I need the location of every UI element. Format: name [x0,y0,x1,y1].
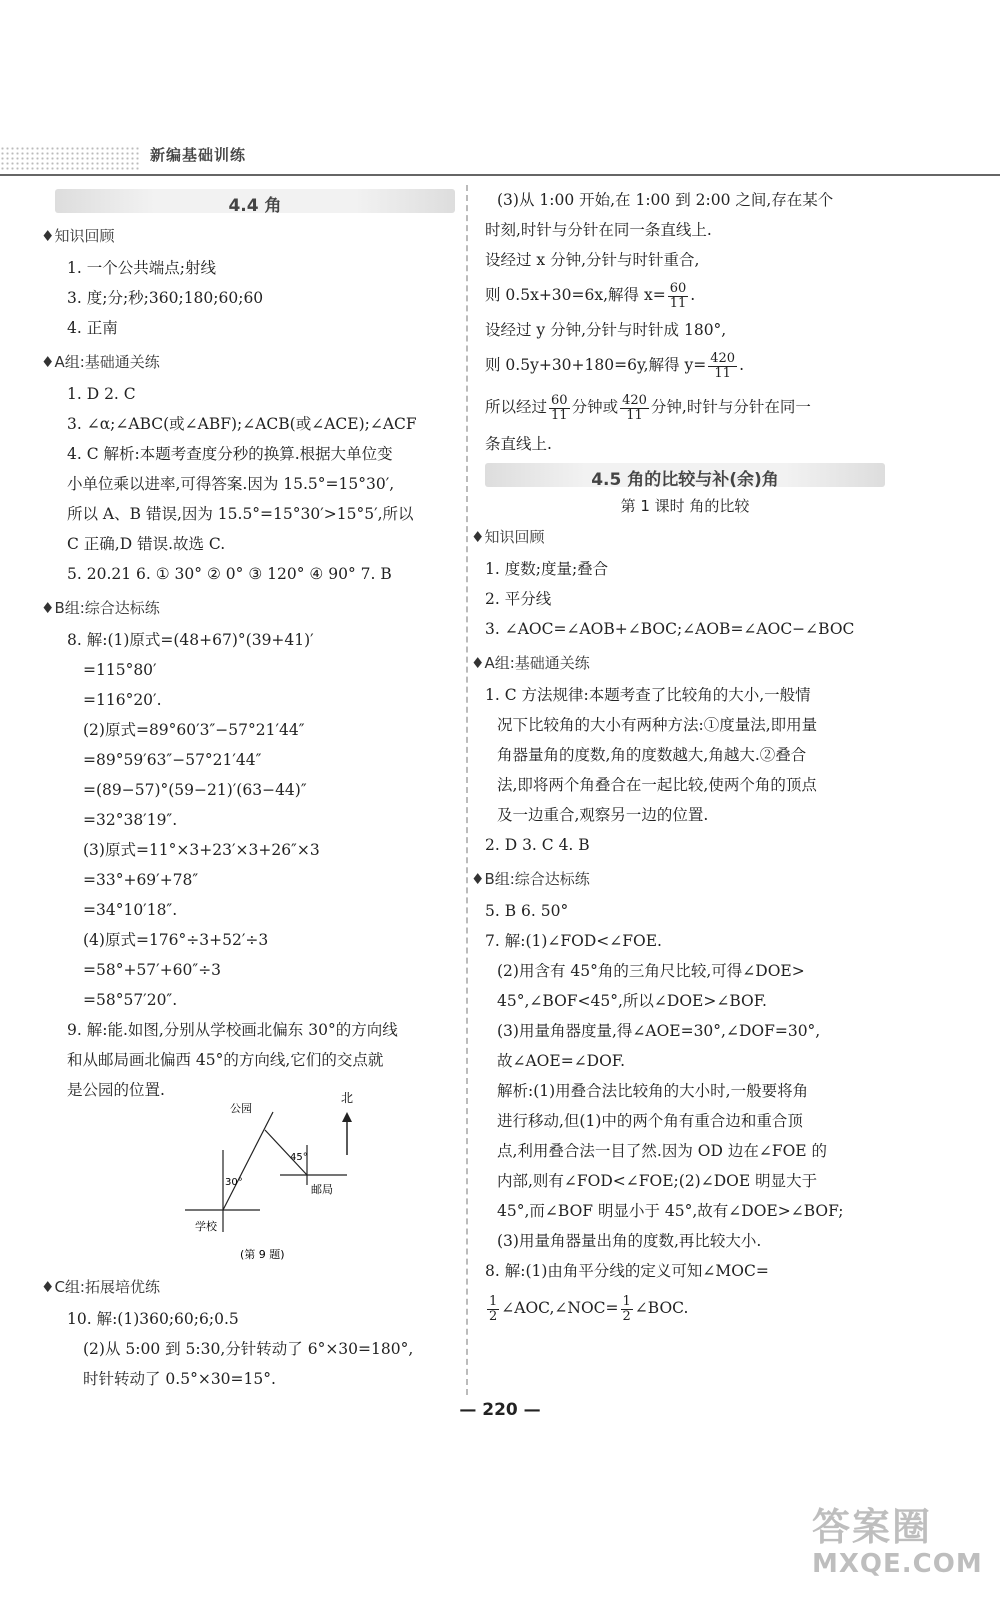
eq-text: 分钟或 [571,398,619,416]
answer-line: =58°57′20″. [83,991,178,1009]
eq-text: 则 0.5y+30+180=6y,解得 y= [485,356,707,374]
fraction-denominator: 11 [714,365,731,381]
answer-line: 3. ∠AOC=∠AOB+∠BOC;∠AOB=∠AOC−∠BOC [485,620,855,638]
section-label: B组:综合达标练 [54,599,160,617]
fraction-numerator: 60 [551,392,568,408]
answer-line: 45°,而∠BOF 明显小于 45°,故有∠DOE>∠BOF; [497,1202,844,1220]
answer-line: 小单位乘以进率,可得答案.因为 15.5°=15°30′, [67,475,395,493]
answer-line: 9. 解:能.如图,分别从学校画北偏东 30°的方向线 [67,1021,398,1039]
fraction-numerator: 1 [622,1293,631,1309]
answer-line: 1. 一个公共端点;射线 [67,259,216,277]
answer-line: 和从邮局画北偏西 45°的方向线,它们的交点就 [67,1051,384,1069]
answer-line: =116°20′. [83,691,162,709]
answer-line: 4. C 解析:本题考查度分秒的换算.根据大单位变 [67,445,393,463]
section-banner-4-4 [55,187,455,215]
answer-line: 解析:(1)用叠合法比较角的大小时,一般要将角 [497,1082,809,1100]
section-label: A组:基础通关练 [484,654,590,672]
fraction [487,1295,499,1324]
answer-line: (2)原式=89°60′3″−57°21′44″ [83,721,305,739]
answer-line: 所以 A、B 错误,因为 15.5°=15°30′>15°5′,所以 [67,505,414,523]
fraction [708,352,737,381]
left-column-bottom [41,1268,455,1394]
banner-title: 4.5 角的比较与补(余)角 [591,470,779,490]
school-park-line [223,1112,273,1210]
answer-line: 时针转动了 0.5°×30=15°. [83,1370,276,1388]
direction-diagram [55,1090,455,1270]
answer-line: 7. 解:(1)∠FOD<∠FOE. [485,932,662,950]
figure-problem-9 [55,1090,455,1270]
answer-line: 是公园的位置. [67,1081,165,1099]
section-label: B组:综合达标练 [484,870,590,888]
answer-line: 法,即将两个角叠合在一起比较,使两个角的顶点 [497,776,817,794]
answer-line: C 正确,D 错误.故选 C. [67,535,226,553]
north-arrow-icon [342,1112,352,1122]
school-label: 学校 [195,1220,217,1233]
answer-line: 4. 正南 [67,319,118,337]
answer-line: 1. D 2. C [67,385,136,403]
answer-line: 内部,则有∠FOD<∠FOE;(2)∠DOE 明显大于 [497,1172,818,1190]
answer-line: 8. 解:(1)原式=(48+67)°(39+41)′ [67,631,314,649]
section-label: 知识回顾 [54,227,115,245]
answer-line [485,345,885,385]
section-heading-b: ♦B组:综合达标练 [41,599,160,617]
answer-line: (3)从 1:00 开始,在 1:00 到 2:00 之间,存在某个 [497,191,834,209]
fraction [549,394,570,423]
fraction-numerator: 420 [622,392,647,408]
eq-text: ∠BOC. [634,1299,689,1317]
header-label: 新编基础训练 [150,146,247,164]
right-column [471,185,885,1330]
watermark-logo [812,1496,982,1586]
section-heading-a: ♦A组:基础通关练 [41,353,160,371]
answer-line: 3. ∠α;∠ABC(或∠ABF);∠ACB(或∠ACE);∠ACF [67,415,417,433]
section-heading-knowledge: ♦知识回顾 [41,227,115,245]
answer-line: (2)从 5:00 到 5:30,分针转动了 6°×30=180°, [83,1340,414,1358]
answer-line: 况下比较角的大小有两种方法:①度量法,即用量 [497,716,818,734]
post-label: 邮局 [311,1183,333,1196]
fraction-denominator: 11 [626,407,643,423]
fraction-denominator: 11 [551,407,568,423]
section-label: 知识回顾 [484,528,545,546]
answer-line: 8. 解:(1)由角平分线的定义可知∠MOC= [485,1262,769,1280]
answer-line: =32°38′19″. [83,811,178,829]
banner-title: 4.4 角 [228,196,282,216]
fraction-denominator: 11 [669,295,687,311]
answer-line: 1. 度数;度量;叠合 [485,560,609,578]
answer-line: (3)用量角器度量,得∠AOE=30°,∠DOF=30°, [497,1022,821,1040]
answer-line: 2. 平分线 [485,590,552,608]
answer-line: (4)原式=176°÷3+52′÷3 [83,931,269,949]
answer-line: =115°80′ [83,661,157,679]
header-rule [0,174,1000,176]
section-heading-knowledge: ♦知识回顾 [471,528,545,546]
answer-line: 3. 度;分;秒;360;180;60;60 [67,289,264,307]
park-label: 公园 [230,1102,252,1115]
header-dot-pattern [0,146,140,172]
section-banner-4-5 [485,461,885,489]
answer-line: =89°59′63″−57°21′44″ [83,751,262,769]
answer-line: 进行移动,但(1)中的两个角有重合边和重合顶 [497,1112,803,1130]
answer-line: 点,利用叠合法一目了然.因为 OD 边在∠FOE 的 [497,1142,828,1160]
section-label: A组:基础通关练 [54,353,160,371]
fraction [620,394,649,423]
answer-line: =58°+57′+60″÷3 [83,961,222,979]
answer-line: 45°,∠BOF<45°,所以∠DOE>∠BOF. [497,992,767,1010]
answer-line: 时刻,时针与分针在同一条直线上. [485,221,712,239]
answer-line: 2. D 3. C 4. B [485,836,590,854]
answer-line: 5. 20.21 6. ① 30° ② 0° ③ 120° ④ 90° 7. B [67,565,392,583]
answer-line: =(89−57)°(59−21)′(63−44)″ [83,781,307,799]
section-heading-a: ♦A组:基础通关练 [471,654,590,672]
answer-line: (2)用含有 45°角的三角尺比较,可得∠DOE> [497,962,805,980]
fraction-numerator: 1 [489,1293,498,1309]
answer-line: =34°10′18″. [83,901,178,919]
page-number: — 220 — [459,1400,541,1420]
eq-text: 分钟,时针与分针在同一 [650,398,811,416]
eq-text: ∠AOC,∠NOC= [501,1299,619,1317]
eq-text: . [690,286,696,304]
eq-text: 则 0.5x+30=6x,解得 x= [485,286,666,304]
section-label: C组:拓展培优练 [54,1278,160,1296]
answer-line: 1. C 方法规律:本题考查了比较角的大小,一般情 [485,686,811,704]
fraction-numerator: 420 [710,350,736,366]
watermark-bottom: MXQE.COM [812,1549,983,1579]
fraction-denominator: 2 [489,1308,498,1324]
fraction-numerator: 60 [669,280,687,296]
answer-line: 设经过 y 分钟,分针与时针成 180°, [485,321,727,339]
answer-line: (3)原式=11°×3+23′×3+26″×3 [83,841,320,859]
page-header [0,140,1000,180]
angle-30-label: 30° [225,1177,243,1188]
answer-line: (3)用量角器量出角的度数,再比较大小. [497,1232,762,1250]
column-divider [466,185,468,1395]
fraction [668,282,689,311]
watermark-top: 答案圈 [812,1505,933,1549]
answer-line: 故∠AOE=∠DOF. [497,1052,626,1070]
answer-line: 及一边重合,观察另一边的位置. [497,806,709,824]
eq-text: . [739,356,745,374]
section-heading-c: ♦C组:拓展培优练 [41,1278,160,1296]
answer-line [485,385,885,429]
eq-text: 所以经过 [485,398,548,416]
fraction [621,1295,633,1324]
answer-line: 角器量角的度数,角的度数越大,角越大.②叠合 [497,746,807,764]
fraction-denominator: 2 [622,1308,631,1324]
answer-line: 设经过 x 分钟,分针与时针重合, [485,251,700,269]
answer-line: 10. 解:(1)360;60;6;0.5 [67,1310,239,1328]
angle-45-label: 45° [290,1152,308,1163]
answer-line [485,1286,885,1330]
answer-line [485,275,885,315]
figure-caption: (第 9 题) [240,1248,285,1261]
answer-line: 5. B 6. 50° [485,902,569,920]
answer-line: =33°+69′+78″ [83,871,199,889]
left-column [41,185,455,1105]
answer-line: 条直线上. [485,435,552,453]
lesson-subtitle: 第 1 课时 角的比较 [620,497,750,515]
section-heading-b: ♦B组:综合达标练 [471,870,590,888]
north-label: 北 [341,1091,354,1105]
